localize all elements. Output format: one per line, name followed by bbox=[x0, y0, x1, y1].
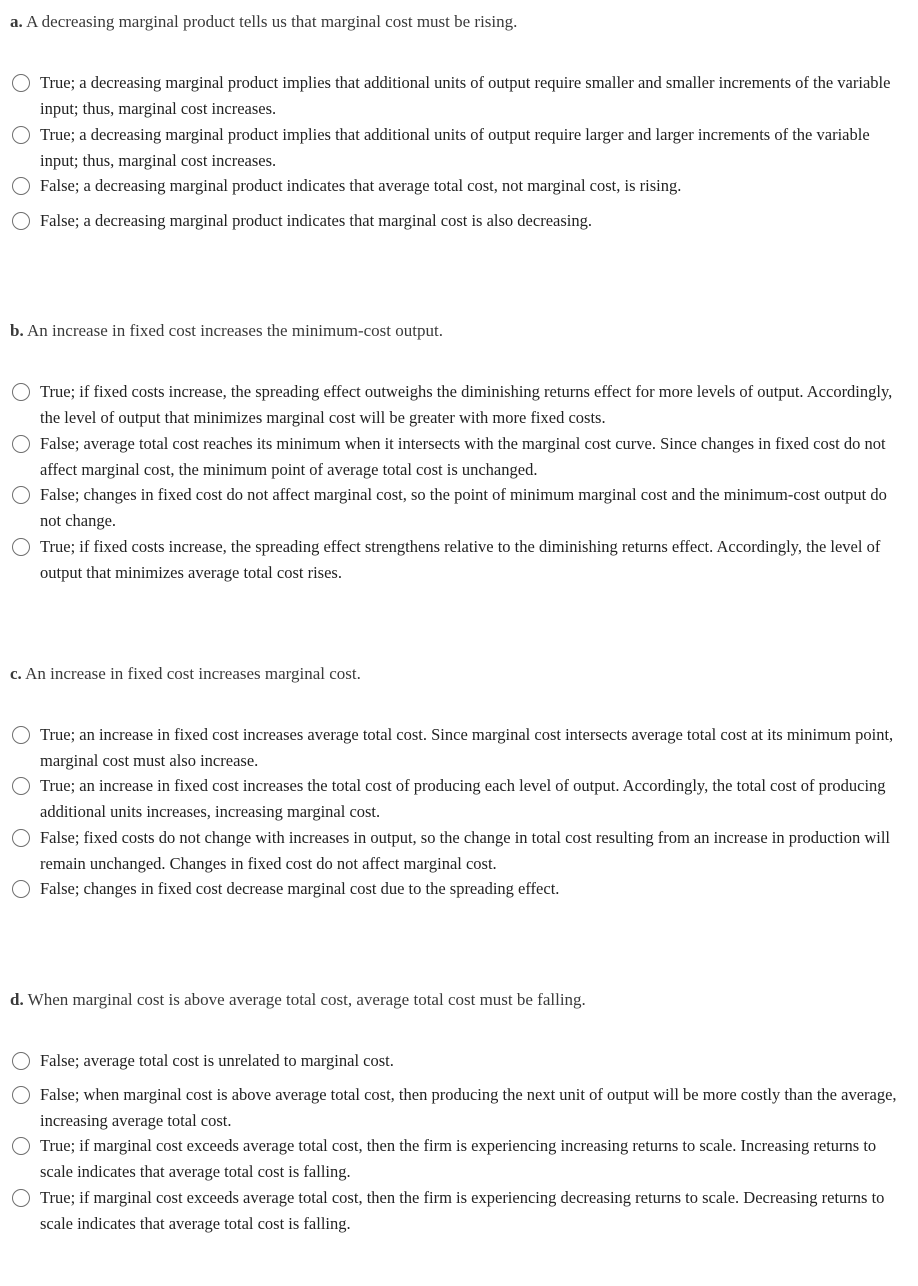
question-letter: a. bbox=[10, 12, 23, 31]
question-letter: b. bbox=[10, 321, 24, 340]
radio-button[interactable] bbox=[12, 1189, 30, 1207]
option-label: True; a decreasing marginal product implies that additional units of output require smaller and smaller increments of the variable input; thus, marginal cost increases. bbox=[40, 73, 891, 118]
radio-button[interactable] bbox=[12, 383, 30, 401]
question-prompt bbox=[10, 320, 443, 342]
option-label: False; when marginal cost is above average total cost, then producing the next unit of output will be more costly than the average, increasing average total cost. bbox=[40, 1085, 897, 1130]
option-label: False; fixed costs do not change with increases in output, so the change in total cost resulting from an increase in production will remain unchanged. Changes in fixed cost do not affect marginal cost. bbox=[40, 828, 891, 873]
radio-button[interactable] bbox=[12, 486, 30, 504]
option-label: True; a decreasing marginal product implies that additional units of output require larger and larger increments of the variable input; thus, marginal cost increases. bbox=[40, 125, 870, 170]
question-prompt bbox=[10, 663, 361, 685]
radio-button[interactable] bbox=[12, 726, 30, 744]
radio-button[interactable] bbox=[12, 212, 30, 230]
radio-button[interactable] bbox=[12, 1086, 30, 1104]
option-label: False; changes in fixed cost do not affect marginal cost, so the point of minimum marginal cost and the minimum-cost output do not change. bbox=[40, 485, 887, 530]
question-text: A decreasing marginal product tells us that marginal cost must be rising. bbox=[26, 12, 518, 31]
radio-button[interactable] bbox=[12, 538, 30, 556]
option-label: True; if marginal cost exceeds average total cost, then the firm is experiencing increasing returns to scale. Increasing returns to scale indicates that average total cost is falling. bbox=[40, 1136, 877, 1181]
question-letter: c. bbox=[10, 664, 22, 683]
question-letter: d. bbox=[10, 990, 24, 1009]
question-prompt bbox=[10, 11, 517, 33]
radio-button[interactable] bbox=[12, 74, 30, 92]
option-label: False; a decreasing marginal product indicates that marginal cost is also decreasing. bbox=[40, 211, 592, 230]
radio-button[interactable] bbox=[12, 1052, 30, 1070]
radio-button[interactable] bbox=[12, 777, 30, 795]
question-text: An increase in fixed cost increases marginal cost. bbox=[25, 664, 361, 683]
option-label: True; if marginal cost exceeds average total cost, then the firm is experiencing decreasing returns to scale. Decreasing returns to scale indicates that average total cost is falling. bbox=[40, 1188, 885, 1233]
radio-button[interactable] bbox=[12, 435, 30, 453]
option-label: True; if fixed costs increase, the spreading effect outweighs the diminishing returns effect for more levels of output. Accordingly, the level of output that minimizes marginal cost will be greater with more fixed costs. bbox=[40, 382, 893, 427]
radio-button[interactable] bbox=[12, 126, 30, 144]
question-prompt bbox=[10, 989, 586, 1011]
radio-button[interactable] bbox=[12, 880, 30, 898]
radio-button[interactable] bbox=[12, 177, 30, 195]
radio-button[interactable] bbox=[12, 1137, 30, 1155]
question-text: An increase in fixed cost increases the minimum-cost output. bbox=[27, 321, 443, 340]
option-label: True; an increase in fixed cost increases the total cost of producing each level of output. Accordingly, the total cost of producing additional units increases, increasing marginal cost. bbox=[40, 776, 886, 821]
option-label: True; if fixed costs increase, the spreading effect strengthens relative to the diminishing returns effect. Accordingly, the level of output that minimizes average total cost rises. bbox=[40, 537, 881, 582]
option-label: True; an increase in fixed cost increases average total cost. Since marginal cost intersects average total cost at its minimum point, marginal cost must also increase. bbox=[40, 725, 894, 770]
question-text: When marginal cost is above average total cost, average total cost must be falling. bbox=[27, 990, 586, 1009]
option-label: False; average total cost reaches its minimum when it intersects with the marginal cost curve. Since changes in fixed cost do not affect marginal cost, the minimum point of average total cost is unchanged. bbox=[40, 434, 886, 479]
option-label: False; changes in fixed cost decrease marginal cost due to the spreading effect. bbox=[40, 879, 560, 898]
radio-button[interactable] bbox=[12, 829, 30, 847]
option-label: False; a decreasing marginal product indicates that average total cost, not marginal cost, is rising. bbox=[40, 176, 682, 195]
option-label: False; average total cost is unrelated to marginal cost. bbox=[40, 1051, 394, 1070]
